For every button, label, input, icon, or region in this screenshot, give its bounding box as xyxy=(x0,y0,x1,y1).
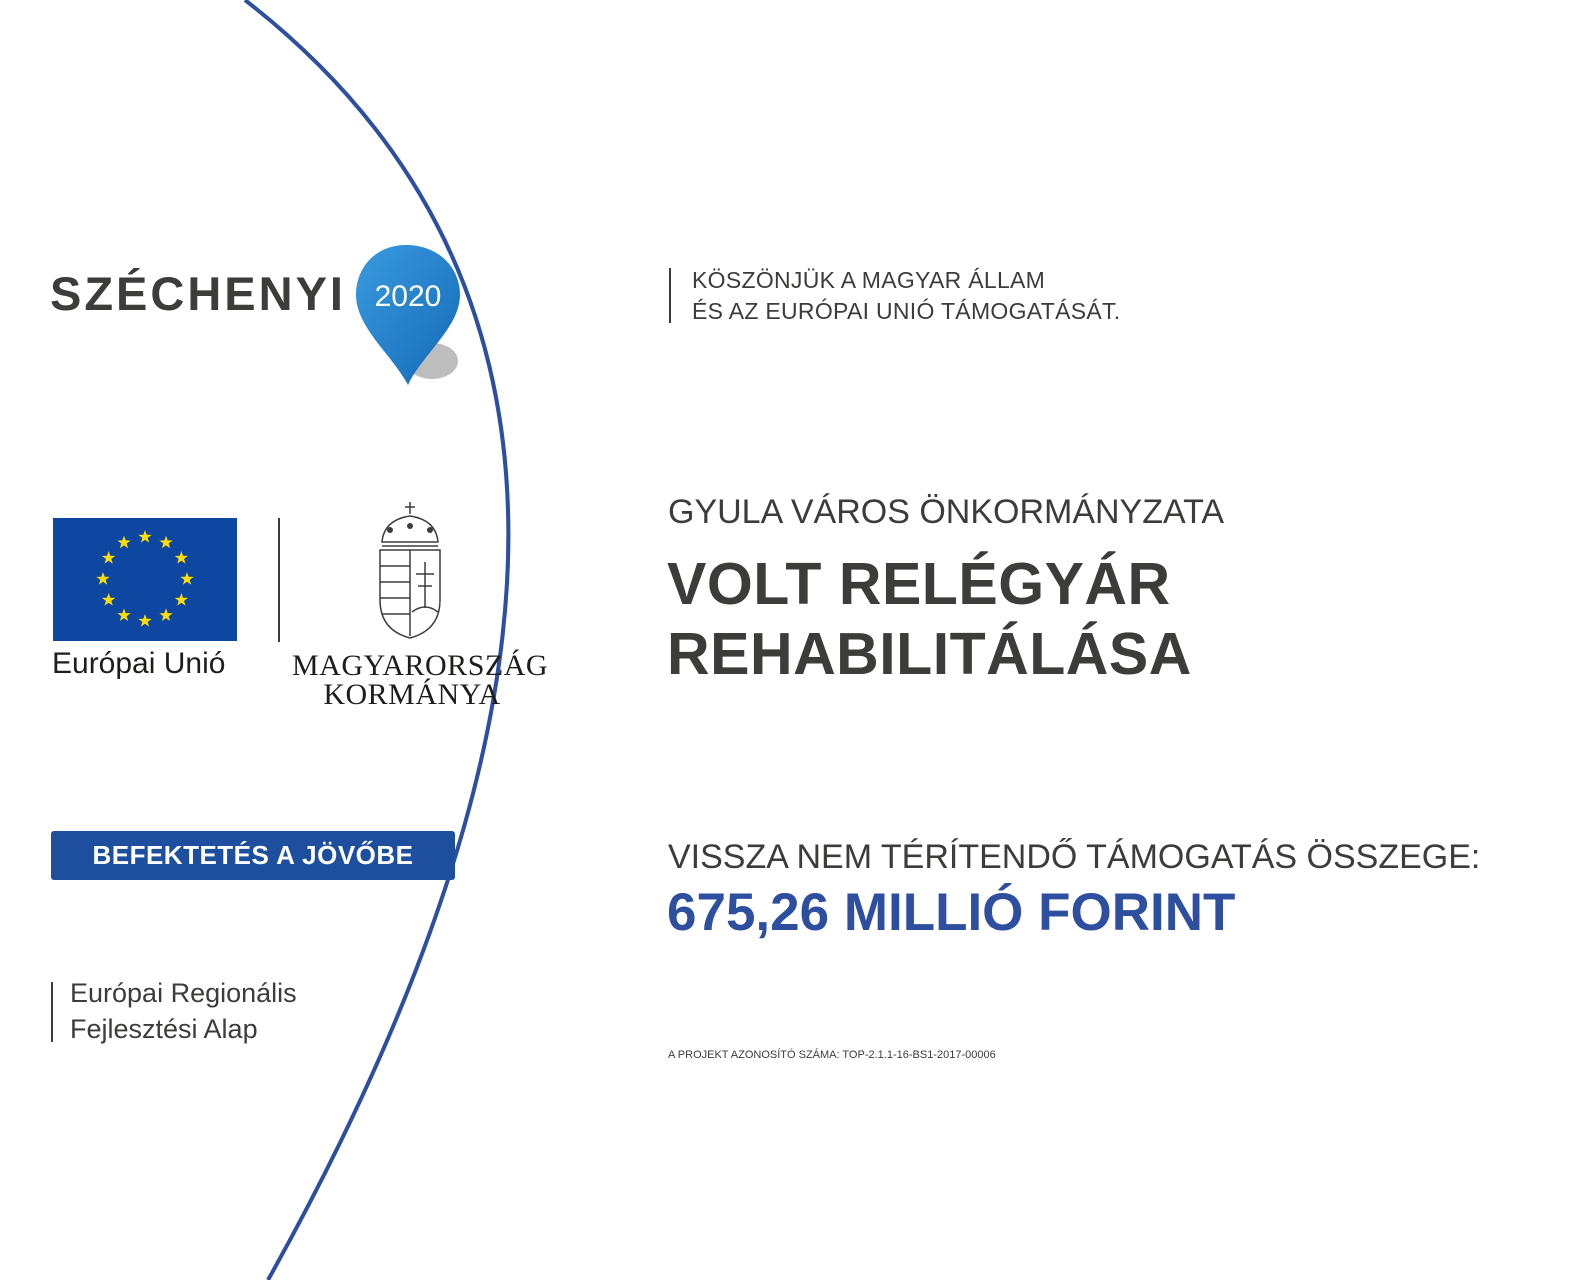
grant-label: VISSZA NEM TÉRÍTENDŐ TÁMOGATÁS ÖSSZEGE: xyxy=(668,838,1481,876)
government-name-line2: KORMÁNYA xyxy=(323,678,501,711)
thanks-line2: ÉS AZ EURÓPAI UNIÓ TÁMOGATÁSÁT. xyxy=(692,298,1121,324)
project-title-line2: REHABILITÁLÁSA xyxy=(667,621,1192,687)
location-pin-icon xyxy=(352,243,464,388)
grant-amount: 675,26 MILLIÓ FORINT xyxy=(667,883,1236,942)
logo-divider xyxy=(278,518,280,642)
szechenyi-year: 2020 xyxy=(374,280,442,313)
government-name-line1: MAGYARORSZÁG xyxy=(292,649,549,682)
hungarian-coat-of-arms-icon xyxy=(374,500,446,640)
thanks-divider xyxy=(669,268,671,323)
eu-flag-icon xyxy=(53,518,237,641)
fund-divider xyxy=(51,982,53,1042)
eu-label: Európai Unió xyxy=(52,647,226,680)
project-id: A PROJEKT AZONOSÍTÓ SZÁMA: TOP-2.1.1-16-BS1-2017-00006 xyxy=(668,1049,996,1061)
fund-name-line1: Európai Regionális xyxy=(70,978,297,1008)
project-title-line1: VOLT RELÉGYÁR xyxy=(667,551,1171,617)
szechenyi-logo-text: SZÉCHENYI xyxy=(50,267,346,320)
fund-name-line2: Fejlesztési Alap xyxy=(70,1014,258,1044)
thanks-line1: KÖSZÖNJÜK A MAGYAR ÁLLAM xyxy=(692,267,1046,293)
beneficiary-name: GYULA VÁROS ÖNKORMÁNYZATA xyxy=(668,493,1225,531)
investment-badge: BEFEKTETÉS A JÖVŐBE xyxy=(51,831,455,880)
